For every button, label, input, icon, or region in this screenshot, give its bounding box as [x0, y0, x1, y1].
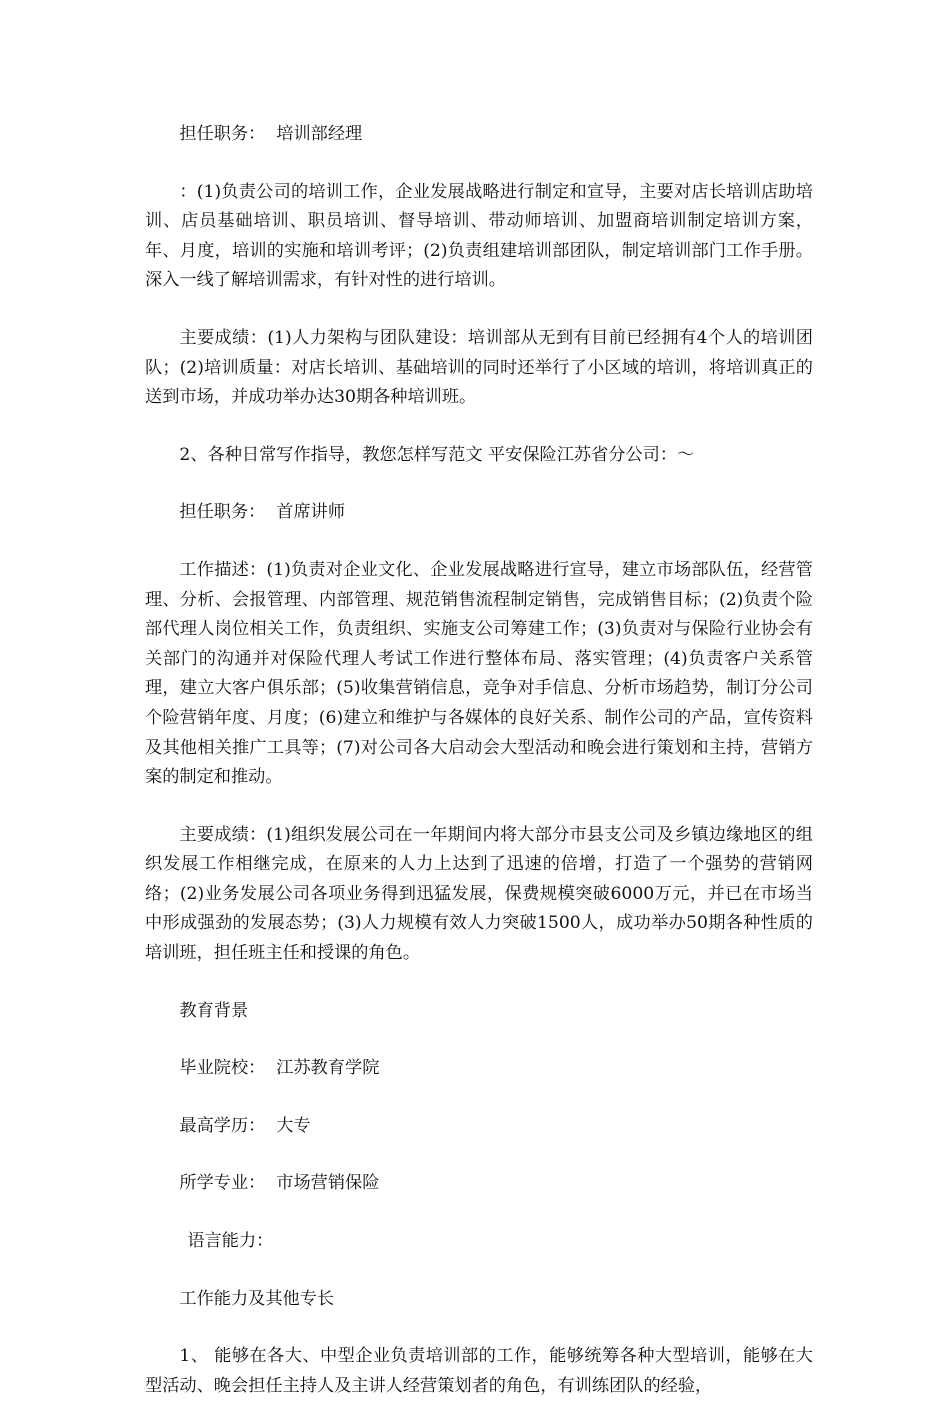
achievements-2: 主要成绩：(1)组织发展公司在一年期间内将大部分市县支公司及乡镇边缘地区的组织发展工作相继完成，在原来的人力上达到了迅速的倍增，打造了一个强势的营销网络；(2)业务发展公司各项业务得到迅猛发展，保费规模突破6000万元，并已在市场当中形成强劲的发展态势；(3)人力规模有效人力突破1500人，成功举办50期各种性质的培训班，担任班主任和授课的角色。	[145, 824, 813, 964]
major-line: 所学专业： 市场营销保险	[179, 1173, 380, 1194]
achievements-1: 主要成绩：(1)人力架构与团队建设：培训部从无到有目前已经拥有4个人的培训团队；(2)培训质量：对店长培训、基础培训的同时还举行了小区域的培训，将培训真正的送到市场，并成功举办达30期各种培训班。	[145, 327, 813, 408]
job-title-line-1: 担任职务： 培训部经理	[179, 124, 363, 144]
education-heading: 教育背景	[179, 1000, 249, 1021]
job-description-1: ：(1)负责公司的培训工作，企业发展战略进行制定和宣导，主要对店长培训店助培训、店员基础培训、职员培训、督导培训、带动师培训、加盟商培训制定培训方案，年、月度，培训的实施和培训考评；(2)负责组建培训部团队，制定培训部门工作手册。深入一线了解培训需求，有针对性的进行培训。	[145, 181, 813, 291]
job-description-2: 工作描述：(1)负责对企业文化、企业发展战略进行宣导，建立市场部队伍，经营管理、分析、会报管理、内部管理、规范销售流程制定销售，完成销售目标；(2)负责个险部代理人岗位相关工作，负责组织、实施支公司筹建工作；(3)负责对与保险行业协会有关部门的沟通并对保险代理人考试工作进行整体布局、落实管理；(4)负责客户关系管理，建立大客户俱乐部；(5)收集营销信息，竞争对手信息、分析市场趋势，制订分公司个险营销年度、月度；(6)建立和维护与各媒体的良好关系、制作公司的产品，宣传资料及其他相关推广工具等；(7)对公司各大启动会大型活动和晚会进行策划和主持，营销方案的制定和推动。	[145, 559, 813, 788]
job-title-line-2: 担任职务： 首席讲师	[179, 502, 346, 523]
employer-line-2: 2、各种日常写作指导，教您怎样写范文 平安保险江苏省分公司：～	[179, 444, 695, 465]
skills-heading: 工作能力及其他专长	[179, 1288, 335, 1309]
degree-line: 最高学历： 大专	[179, 1115, 311, 1136]
document-body	[145, 120, 813, 1401]
language-skills-line: 语言能力：	[187, 1231, 274, 1252]
school-line: 毕业院校： 江苏教育学院	[179, 1058, 380, 1079]
skills-item-1: 1、 能够在各大、中型企业负责培训部的工作，能够统筹各种大型培训，能够在大型活动、晚会担任主持人及主讲人经营策划者的角色，有训练团队的经验，	[145, 1346, 813, 1396]
